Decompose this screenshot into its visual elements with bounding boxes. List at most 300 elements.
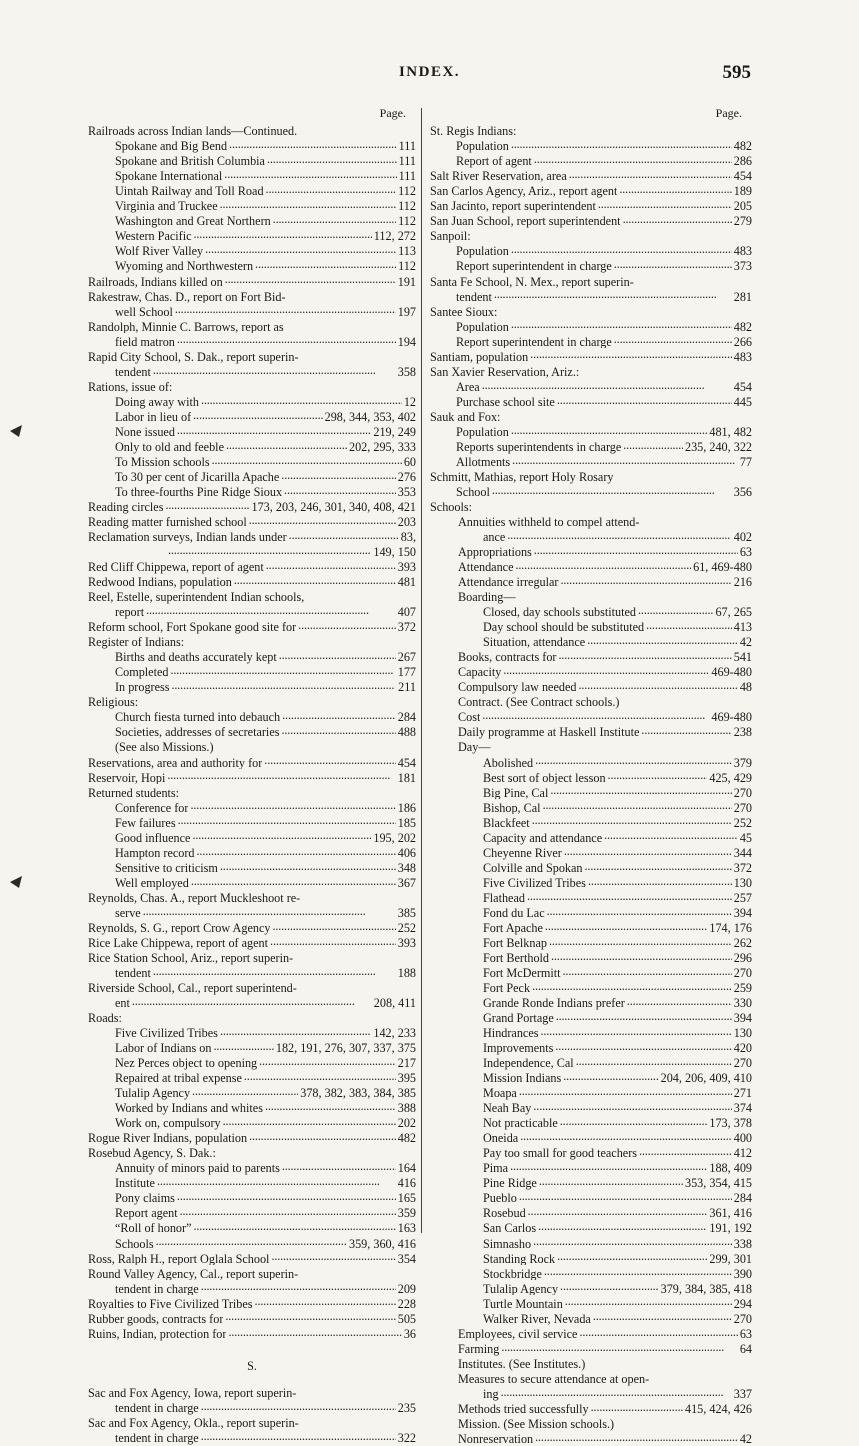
entry-text: San Xavier Reservation, Ariz.: [430,365,580,379]
entry-text: To three-fourths Pine Ridge Sioux [115,485,283,499]
index-entry [88,469,416,484]
index-entry [430,168,752,183]
dot-leader [517,1190,732,1202]
index-entry [430,784,752,799]
entry-page-ref: 202, 295, 333 [348,439,416,454]
entry-page-ref: 416 [397,1176,416,1191]
index-entry [88,724,416,739]
entry-text: Roads: [88,1012,122,1025]
entry-page-ref: 483 [733,349,752,364]
entry-text: St. Regis Indians: [430,125,517,139]
entry-page-ref: 262 [733,935,752,950]
dot-leader [492,288,732,300]
entry-text: Riverside School, Cal., report superintend- [88,981,297,995]
index-entry [430,860,752,875]
dot-leader [227,138,397,150]
index-entry [430,153,752,168]
entry-page-ref: 337 [733,1386,752,1401]
entry-text: Independence, Cal [483,1057,574,1070]
entry-text: Nez Perces object to opening [115,1057,258,1070]
index-entry [430,799,752,814]
entry-page-ref: 60 [403,454,416,469]
entry-text: Five Civilized Tribes [115,1027,218,1040]
entry-page-ref: 48 [739,680,752,695]
dot-leader [280,1160,396,1172]
entry-page-ref: 284 [397,710,416,725]
entry-text: Pay too small for good teachers [483,1147,637,1161]
dot-leader [509,318,732,330]
entry-text: Contract. (See Contract schools.) [458,696,620,710]
index-entry [88,213,416,228]
index-entry [88,1205,416,1220]
index-entry [88,499,416,514]
entry-page-ref: 388 [397,1101,416,1116]
dot-leader [179,784,414,796]
entry-page-ref: 211 [398,680,416,695]
index-entry [88,394,416,409]
index-entry [88,1010,416,1025]
dot-leader [175,1190,396,1202]
entry-text: Grand Portage [483,1012,554,1025]
index-entry [430,138,752,153]
entry-page-ref: 63 [739,545,752,560]
dot-leader [297,980,414,992]
dot-leader [505,529,731,541]
dot-leader [596,198,732,210]
index-entry [430,920,752,935]
dot-leader [501,664,709,676]
index-entry [88,814,416,829]
entry-text: ent [115,997,130,1010]
dot-leader [510,454,738,466]
entry-page-ref: 203 [397,515,416,529]
entry-page-ref: 67, 265 [715,605,752,620]
left-column [88,107,416,1445]
entry-text: Sac and Fox Agency, Okla., report superin- [88,1416,299,1430]
entry-page-ref: 270 [733,965,752,980]
index-entry [430,514,752,529]
entry-page-ref: 174, 176 [709,920,752,935]
entry-page-ref: 482 [397,1131,416,1146]
entry-text: Schools [115,1237,154,1251]
entry-page-ref: 42 [739,635,752,650]
dot-leader [191,409,322,421]
dot-leader [480,379,732,391]
index-entry [430,1431,752,1446]
entry-text: Ruins, Indian, protection for [88,1327,227,1341]
entry-page-ref: 228 [397,1296,416,1311]
entry-text: well School [115,305,173,319]
scan-mark [10,876,22,888]
entry-text: To Mission schools [115,455,210,469]
index-entry [88,754,416,769]
index-entry [88,1145,416,1160]
entry-page-ref: 186 [397,800,416,815]
index-entry [430,1145,752,1160]
entry-page-ref: 372 [397,620,416,635]
entry-text: Religious: [88,696,139,710]
entry-page-ref: 217 [397,1056,416,1071]
index-entry [430,1280,752,1295]
entry-text: Area [456,380,480,394]
entry-text: In progress [115,681,170,695]
entry-page-ref: 286 [733,154,752,169]
entry-page-ref: 112 [398,214,416,229]
index-entry [88,138,416,153]
dot-leader [284,318,414,330]
index-entry [430,303,752,318]
index-entry [430,1025,752,1040]
dot-leader [203,243,396,255]
entry-text: Spokane and Big Bend [115,140,228,154]
entry-text: Five Civilized Tribes [483,876,586,890]
entry-page-ref: 111 [398,139,416,154]
index-entry [430,829,752,844]
index-entry [88,559,416,574]
dot-leader [226,1326,401,1338]
entry-text: Population [456,320,509,334]
entry-page-ref: 413 [733,620,752,635]
index-entry [430,1250,752,1265]
entry-page-ref: 111 [398,169,416,184]
dot-leader [533,754,732,766]
index-entry [88,424,416,439]
entry-text: Stockbridge [483,1267,542,1281]
s-entry-list [88,1385,416,1445]
entry-page-ref: 204, 206, 409, 410 [660,1071,752,1086]
entry-text: Western Pacific [115,230,192,244]
entry-text: “Roll of honor” [115,1222,192,1236]
dot-leader [144,604,396,616]
dot-leader [173,303,396,315]
entry-page-ref: 348 [397,860,416,875]
entry-page-ref: 379, 384, 385, 418 [660,1281,752,1296]
index-entry [430,890,752,905]
dot-leader [263,1100,396,1112]
entry-text: Repaired at tribal expense [115,1072,242,1085]
dot-leader [299,1415,414,1427]
dot-leader [574,1055,732,1067]
entry-text: Farming [458,1342,500,1356]
index-entry [430,318,752,333]
entry-page-ref: 359 [397,1206,416,1221]
entry-text: Mission. (See Mission schools.) [458,1417,615,1431]
entry-text: Best sort of object lesson [483,771,606,785]
dot-leader [563,1295,732,1307]
dot-leader [555,394,732,406]
dot-leader [199,1400,396,1412]
entry-text: Rations, issue of: [88,380,173,394]
entry-text: Reading matter furnished school [88,516,247,529]
entry-page-ref: 361, 416 [709,1206,752,1221]
entry-text: Royalties to Five Civilized Tribes [88,1297,253,1311]
dot-leader [639,514,750,526]
entry-text: Capacity [458,666,502,680]
dot-leader [264,559,396,571]
entry-text: Rosebud Agency, S. Dak.: [88,1147,216,1161]
entry-text: Randolph, Minnie C. Barrows, report as [88,320,284,334]
entry-page-ref: 42 [739,1431,752,1446]
index-entry [88,574,416,589]
entry-page-ref: 195, 202 [373,830,416,845]
dot-leader [528,348,732,360]
entry-text: Completed [115,666,169,680]
index-entry [88,604,416,619]
dot-leader [172,379,414,391]
index-entry [430,724,752,739]
index-entry [88,845,416,860]
index-entry [430,1175,752,1190]
entry-text: Fort Apache [483,921,543,935]
dot-leader [262,754,395,766]
index-entry [88,1295,416,1310]
entry-text: Santee Sioux: [430,305,498,319]
index-entry [430,634,752,649]
entry-text: Walker River, Nevada [483,1312,591,1326]
dot-leader [537,1175,683,1187]
entry-text: Fort Belknap [483,936,547,950]
page-column-label: Page. [715,106,742,120]
dot-leader [247,514,396,526]
entry-text: Reclamation surveys, Indian lands under [88,531,287,544]
dot-leader [192,1220,396,1232]
index-entry [430,1265,752,1280]
index-entry [88,634,416,649]
entry-text: Measures to secure attendance at open- [458,1372,650,1386]
entry-text: Appropriations [458,546,532,559]
dot-leader [214,739,414,751]
entry-text: Church fiesta turned into debauch [115,711,281,725]
entry-page-ref: 64 [739,1341,752,1356]
entry-text: Register of Indians: [88,636,185,650]
entry-text: Tulalip Agency [483,1282,559,1296]
entry-text: Labor in lieu of [115,410,192,424]
dot-leader [517,1085,732,1097]
entry-text: Fort McDermitt [483,966,561,980]
dot-leader [559,574,732,586]
index-entry [88,318,416,333]
entry-text: Sac and Fox Agency, Iowa, report superin- [88,1386,297,1400]
entry-text: Annuity of minors paid to parents [115,1162,280,1176]
index-entry [430,1295,752,1310]
entry-page-ref: 191 [397,274,416,289]
dot-leader [264,183,397,195]
index-entry [430,469,752,484]
entry-text: Pima [483,1162,509,1176]
entry-page-ref: 197 [397,304,416,319]
dot-leader [218,860,396,872]
entry-text: Annuities withheld to compel attend- [458,516,640,529]
index-entry [88,288,416,303]
entry-text: Well employed [115,876,189,890]
entry-text: Schmitt, Mathias, report Holy Rosary [430,470,614,484]
entry-page-ref: 130 [733,875,752,890]
index-entry [88,529,416,544]
entry-text: tendent [115,365,151,379]
entry-page-ref: 338 [733,1236,752,1251]
entry-page-ref: 173, 378 [709,1116,752,1131]
dot-leader [562,845,732,857]
dot-leader [304,589,414,601]
dot-leader [222,168,396,180]
entry-page-ref: 219, 249 [373,424,416,439]
entry-text: report [115,606,145,620]
entry-page-ref: 469-480 [711,710,752,725]
dot-leader [253,1295,396,1307]
entry-text: Doing away with [115,395,199,409]
dot-leader [539,1025,732,1037]
dot-leader [589,1401,683,1413]
entry-text: None issued [115,425,175,439]
entry-text: Returned students: [88,786,180,800]
entry-page-ref: 373 [733,259,752,274]
dot-leader [218,198,397,210]
entry-text: Reel, Estelle, superintendent Indian schools, [88,591,305,604]
index-entry [430,1235,752,1250]
dot-leader [293,950,414,962]
entry-text: tendent in charge [115,1401,199,1415]
entry-page-ref: 541 [733,650,752,665]
index-entry [430,544,752,559]
dot-leader [639,724,731,736]
entry-page-ref: 77 [739,454,752,469]
entry-text: Attendance [458,561,514,574]
index-entry [430,1040,752,1055]
entry-text: Railroads across Indian lands—Continued. [88,125,298,139]
index-entry [88,1310,416,1325]
entry-text: Fort Peck [483,981,531,995]
entry-text: Reform school, Fort Spokane good site for [88,621,297,635]
index-entry [430,1070,752,1085]
entry-text: serve [115,906,141,920]
entry-text: Virginia and Truckee [115,200,218,214]
dot-leader [170,679,397,691]
entry-text: tendent in charge [115,1282,199,1296]
index-entry [88,228,416,243]
entry-text: Sensitive to criticism [115,861,218,875]
entry-page-ref: 173, 203, 246, 301, 340, 408, 421 [251,499,416,514]
dot-leader [602,829,738,841]
entry-page-ref: 481, 482 [709,424,752,439]
index-entry [430,1205,752,1220]
dot-leader [287,529,399,541]
index-entry [430,875,752,890]
index-entry [430,409,752,424]
dot-leader [644,619,732,631]
dot-leader [532,544,738,556]
entry-page-ref: 185 [397,815,416,830]
index-entry [88,664,416,679]
entry-page-ref: 113 [398,244,416,259]
index-entry [430,965,752,980]
index-entry [88,243,416,258]
dot-leader [606,769,708,781]
index-entry [430,559,752,574]
index-entry [430,1100,752,1115]
index-entry [88,258,416,273]
index-entry [88,544,416,559]
entry-page-ref: 12 [403,394,416,409]
scan-mark [10,425,22,437]
entry-page-ref: 165 [397,1191,416,1206]
dot-leader [224,439,347,451]
index-entry [430,1341,752,1356]
left-entry-list [88,123,416,1341]
entry-text: Reports superintendents in charge [456,440,622,454]
dot-leader [165,769,395,781]
entry-page-ref: 181 [397,770,416,785]
dot-leader [176,814,396,826]
dot-leader [216,1145,414,1157]
entry-page-ref: 142, 233 [373,1026,416,1041]
dot-leader [199,1430,396,1442]
index-entry [88,875,416,890]
index-entry [430,679,752,694]
index-entry [88,183,416,198]
index-entry [430,1055,752,1070]
entry-text: Mission Indians [483,1072,562,1085]
entry-text: Reynolds, S. G., report Crow Agency [88,921,271,935]
entry-text: Wolf River Valley [115,245,204,259]
index-entry [88,484,416,499]
dot-leader [490,484,732,496]
entry-text: Hampton record [115,846,195,860]
entry-page-ref: 358 [397,364,416,379]
entry-page-ref: 482 [733,139,752,154]
index-entry [88,1160,416,1175]
index-entry [88,739,416,754]
index-entry [88,1190,416,1205]
entry-text: Washington and Great Northern [115,215,271,229]
index-entry [88,679,416,694]
index-entry [430,379,752,394]
index-entry [430,198,752,213]
dot-leader [271,213,396,225]
entry-page-ref: 353 [397,484,416,499]
entry-text: Reservations, area and authority for [88,756,263,770]
index-entry [430,995,752,1010]
index-entry [88,439,416,454]
index-entry [430,228,752,243]
entry-text: Wyoming and Northwestern [115,260,254,274]
dot-leader [637,1145,732,1157]
entry-text: Rubber goods, contracts for [88,1312,224,1326]
dot-leader [280,709,396,721]
entry-text: Institutes. (See Institutes.) [458,1357,586,1371]
entry-text: Sauk and Fox: [430,410,501,424]
index-entry [430,288,752,303]
index-entry [430,123,752,138]
dot-leader [163,499,249,511]
index-entry [88,829,416,844]
entry-text: San Carlos Agency, Ariz., report agent [430,185,618,199]
entry-page-ref: 379 [733,755,752,770]
index-entry [88,198,416,213]
dot-leader [554,1010,732,1022]
entry-text: Births and deaths accurately kept [115,651,277,665]
dot-leader [526,1205,708,1217]
index-entry [430,213,752,228]
entry-text: tendent [115,966,151,980]
index-entry [430,1416,752,1431]
index-entry [430,935,752,950]
entry-text: Neah Bay [483,1102,532,1116]
dot-leader [130,995,372,1007]
dot-leader [576,679,737,691]
dot-leader [612,258,732,270]
index-entry [430,980,752,995]
index-entry [88,950,416,965]
